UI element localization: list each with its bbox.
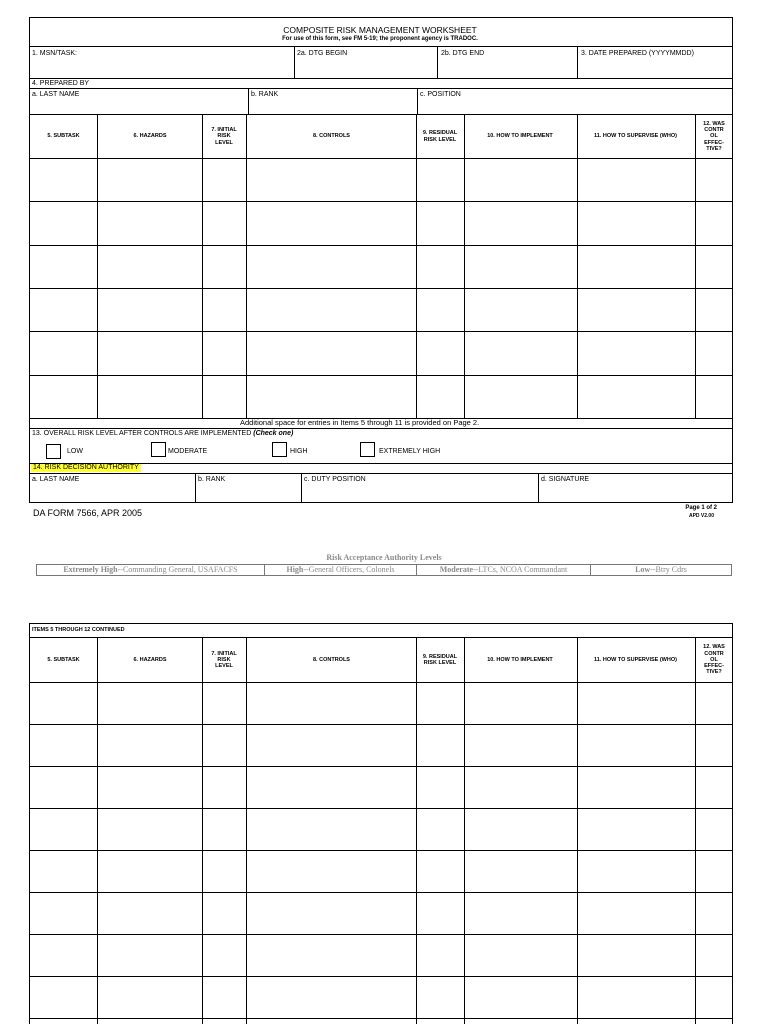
table-cell[interactable]	[578, 289, 694, 330]
table-cell[interactable]	[417, 935, 463, 975]
table-cell[interactable]	[465, 893, 576, 933]
divider	[29, 78, 733, 79]
table-cell[interactable]	[696, 202, 732, 244]
table-cell[interactable]	[247, 159, 415, 200]
table-cell[interactable]	[696, 683, 732, 723]
dtg-begin-label: 2a. DTG BEGIN	[297, 50, 348, 57]
da-signature-field[interactable]	[539, 484, 732, 502]
table-cell[interactable]	[30, 851, 96, 891]
table-cell[interactable]	[696, 725, 732, 765]
dtg-end-label: 2b. DTG END	[441, 50, 485, 57]
table-cell[interactable]	[696, 332, 732, 374]
table-cell[interactable]	[98, 376, 201, 417]
table-cell[interactable]	[30, 809, 96, 849]
table-cell[interactable]	[98, 246, 201, 287]
da-signature-label: d. SIGNATURE	[541, 476, 590, 483]
acceptance-table	[36, 564, 732, 576]
col-header-was-control-effective: 12. WAS CONTR OL EFFEC- TIVE?	[703, 120, 725, 152]
table-cell[interactable]	[247, 332, 415, 374]
table-cell[interactable]	[30, 332, 96, 374]
table-cell[interactable]	[203, 977, 245, 1017]
table-cell[interactable]	[578, 935, 694, 975]
form-title: COMPOSITE RISK MANAGEMENT WORKSHEET	[283, 25, 477, 35]
table-cell[interactable]	[247, 683, 415, 723]
acceptance-cell-extremely-high	[37, 565, 265, 575]
table-cell[interactable]	[98, 809, 201, 849]
table-cell[interactable]	[98, 332, 201, 374]
table-cell[interactable]	[203, 289, 245, 330]
table-cell[interactable]	[30, 289, 96, 330]
col-header-hazards: 6. HAZARDS	[133, 133, 167, 140]
decision-authority-label: 14. RISK DECISION AUTHORITY	[33, 464, 139, 471]
table-cell[interactable]	[578, 809, 694, 849]
table-cell[interactable]	[247, 977, 415, 1017]
table-cell[interactable]	[203, 202, 245, 244]
table-cell[interactable]	[417, 851, 463, 891]
table-cell[interactable]	[578, 725, 694, 765]
table-cell[interactable]	[98, 159, 201, 200]
table-cell[interactable]	[247, 376, 415, 417]
table-cell[interactable]	[696, 809, 732, 849]
table-cell[interactable]	[247, 893, 415, 933]
table-cell[interactable]	[203, 935, 245, 975]
acceptance-level: Low	[635, 565, 651, 574]
table-cell[interactable]	[417, 683, 463, 723]
table-cell[interactable]	[30, 725, 96, 765]
table-cell[interactable]	[578, 202, 694, 244]
position-label: c. POSITION	[420, 91, 461, 98]
da-duty-position-label: c. DUTY POSITION	[304, 476, 366, 483]
table-cell[interactable]	[203, 809, 245, 849]
grid-line	[29, 418, 733, 419]
table-cell[interactable]	[98, 767, 201, 807]
acceptance-authority: --Btry Cdrs	[650, 565, 687, 574]
table-cell[interactable]	[578, 851, 694, 891]
table-cell[interactable]	[465, 332, 576, 374]
acceptance-cell-low	[591, 565, 731, 575]
form-subtitle: For use of this form, see FM 5-19; the proponent agency is TRADOC.	[282, 36, 478, 42]
table-cell[interactable]	[465, 767, 576, 807]
continued-header: ITEMS 5 THROUGH 12 CONTINUED	[32, 627, 125, 633]
acceptance-cell-moderate	[417, 565, 591, 575]
table-cell[interactable]	[203, 246, 245, 287]
table-cell[interactable]	[203, 725, 245, 765]
col-header-subtask: 5. SUBTASK	[47, 656, 80, 663]
table-cell[interactable]	[98, 893, 201, 933]
table-cell[interactable]	[465, 935, 576, 975]
additional-space-note: Additional space for entries in Items 5 through 11 is provided on Page 2.	[240, 418, 480, 427]
divider	[29, 88, 733, 89]
table-cell[interactable]	[578, 376, 694, 417]
high-checkbox[interactable]	[272, 442, 287, 457]
table-cell[interactable]	[417, 725, 463, 765]
table-cell[interactable]	[417, 767, 463, 807]
col-header-how-to-supervise: 11. HOW TO SUPERVISE (WHO)	[594, 133, 677, 140]
table-cell[interactable]	[247, 935, 415, 975]
table-cell[interactable]	[465, 289, 576, 330]
table-cell[interactable]	[417, 289, 463, 330]
table-cell[interactable]	[30, 246, 96, 287]
da-rank-field[interactable]	[196, 484, 300, 502]
date-prepared-label: 3. DATE PREPARED (YYYYMMDD)	[581, 50, 694, 57]
overall-risk-hint: (Check one)	[253, 430, 294, 437]
table-cell[interactable]	[417, 246, 463, 287]
acceptance-title: Risk Acceptance Authority Levels	[326, 553, 442, 562]
acceptance-authority: --General Officers, Colonels	[303, 565, 395, 574]
table-cell[interactable]	[417, 809, 463, 849]
table-cell[interactable]	[696, 246, 732, 287]
form-id: DA FORM 7566, APR 2005	[33, 508, 143, 518]
table-cell[interactable]	[465, 851, 576, 891]
table-cell[interactable]	[247, 809, 415, 849]
table-cell[interactable]	[203, 767, 245, 807]
moderate-checkbox[interactable]	[151, 442, 166, 457]
acceptance-authority: --LTCs, NCOA Commandant	[473, 565, 568, 574]
col-header-hazards: 6. HAZARDS	[133, 656, 167, 663]
low-checkbox[interactable]	[46, 444, 61, 459]
table-cell[interactable]	[578, 332, 694, 374]
grid-line	[29, 1018, 733, 1019]
extremely-high-checkbox[interactable]	[360, 442, 375, 457]
table-cell[interactable]	[203, 332, 245, 374]
col-header-residual-risk: 9. RESIDUAL RISK LEVEL	[422, 653, 458, 666]
da-rank-label: b. RANK	[198, 476, 226, 483]
table-cell[interactable]	[203, 893, 245, 933]
table-cell[interactable]	[465, 809, 576, 849]
col-header-how-to-implement: 10. HOW TO IMPLEMENT	[487, 133, 553, 140]
prepared-position-field[interactable]	[418, 99, 732, 113]
prepared-rank-field[interactable]	[249, 99, 416, 113]
acceptance-level: Moderate	[439, 565, 474, 574]
table-cell[interactable]	[203, 376, 245, 417]
table-cell[interactable]	[696, 159, 732, 200]
col-header-controls: 8. CONTROLS	[313, 656, 350, 663]
acceptance-level: Extremely High	[63, 565, 118, 574]
table-cell[interactable]	[247, 246, 415, 287]
table-cell[interactable]	[696, 977, 732, 1017]
high-label: HIGH	[290, 448, 308, 455]
table-cell[interactable]	[696, 851, 732, 891]
table-cell[interactable]	[98, 851, 201, 891]
table-cell[interactable]	[696, 893, 732, 933]
da-duty-position-field[interactable]	[302, 484, 537, 502]
acceptance-cell-high	[265, 565, 417, 575]
table-cell[interactable]	[578, 683, 694, 723]
table-cell[interactable]	[30, 977, 96, 1017]
da-last-name-label: a. LAST NAME	[32, 476, 80, 483]
overall-risk-label-text: 13. OVERALL RISK LEVEL AFTER CONTROLS ARE IMPLEMENTED	[32, 430, 252, 437]
msn-task-label: 1. MSN/TASK:	[32, 50, 77, 57]
col-header-was-control-effective: 12. WAS CONTR OL EFFEC- TIVE?	[703, 644, 725, 676]
table-cell[interactable]	[696, 767, 732, 807]
table-cell[interactable]	[98, 202, 201, 244]
table-cell[interactable]	[30, 767, 96, 807]
form-version: APD V2.00	[688, 513, 714, 519]
table-cell[interactable]	[30, 159, 96, 200]
col-header-how-to-supervise: 11. HOW TO SUPERVISE (WHO)	[594, 656, 677, 663]
col-header-subtask: 5. SUBTASK	[47, 133, 80, 140]
table-cell[interactable]	[203, 851, 245, 891]
table-cell[interactable]	[578, 246, 694, 287]
table-cell[interactable]	[98, 977, 201, 1017]
table-cell[interactable]	[465, 159, 576, 200]
table-cell[interactable]	[417, 332, 463, 374]
table-cell[interactable]	[30, 935, 96, 975]
table-cell[interactable]	[247, 767, 415, 807]
extremely-high-label: EXTREMELY HIGH	[379, 448, 441, 455]
moderate-label: MODERATE	[168, 448, 208, 455]
table-cell[interactable]	[30, 376, 96, 417]
table-cell[interactable]	[203, 159, 245, 200]
table-cell[interactable]	[417, 202, 463, 244]
table-cell[interactable]	[578, 767, 694, 807]
col-header-initial-risk: 7. INITIAL RISK LEVEL	[211, 650, 237, 670]
table-cell[interactable]	[247, 851, 415, 891]
low-label: LOW	[67, 448, 83, 455]
table-cell[interactable]	[247, 289, 415, 330]
col-header-controls: 8. CONTROLS	[313, 133, 350, 140]
table-cell[interactable]	[98, 289, 201, 330]
overall-risk-label	[32, 430, 293, 437]
page-number: Page 1 of 2	[685, 505, 717, 511]
table-cell[interactable]	[30, 893, 96, 933]
acceptance-authority: --Commanding General, USAFACFS	[117, 565, 238, 574]
table-cell[interactable]	[578, 977, 694, 1017]
table-cell[interactable]	[417, 977, 463, 1017]
table-cell[interactable]	[98, 935, 201, 975]
table-cell[interactable]	[465, 376, 576, 417]
table-cell[interactable]	[98, 683, 201, 723]
msn-task-field[interactable]	[30, 58, 293, 77]
table-cell[interactable]	[696, 935, 732, 975]
table-cell[interactable]	[417, 159, 463, 200]
prepared-by-label: 4. PREPARED BY	[32, 80, 90, 87]
col-header-how-to-implement: 10. HOW TO IMPLEMENT	[487, 656, 553, 663]
table-cell[interactable]	[578, 159, 694, 200]
last-name-label: a. LAST NAME	[32, 91, 80, 98]
prepared-last-name-field[interactable]	[30, 99, 247, 113]
table-cell[interactable]	[247, 202, 415, 244]
table-cell[interactable]	[465, 977, 576, 1017]
dtg-end-field[interactable]	[438, 58, 576, 77]
table-cell[interactable]	[465, 202, 576, 244]
table-cell[interactable]	[247, 725, 415, 765]
table-cell[interactable]	[465, 725, 576, 765]
table-cell[interactable]	[203, 683, 245, 723]
table-cell[interactable]	[98, 725, 201, 765]
table-cell[interactable]	[465, 683, 576, 723]
table-cell[interactable]	[30, 683, 96, 723]
table-cell[interactable]	[696, 376, 732, 417]
table-cell[interactable]	[465, 246, 576, 287]
table-cell[interactable]	[417, 893, 463, 933]
acceptance-level: High	[286, 565, 304, 574]
col-header-residual-risk: 9. RESIDUAL RISK LEVEL	[422, 130, 458, 143]
table-cell[interactable]	[30, 202, 96, 244]
da-last-name-field[interactable]	[30, 484, 194, 502]
divider	[29, 428, 733, 429]
rank-label: b. RANK	[251, 91, 279, 98]
table-cell[interactable]	[417, 376, 463, 417]
col-header-initial-risk: 7. INITIAL RISK LEVEL	[211, 127, 237, 146]
table-cell[interactable]	[578, 893, 694, 933]
table-cell[interactable]	[696, 289, 732, 330]
date-prepared-field[interactable]	[578, 58, 732, 77]
divider	[29, 46, 733, 47]
divider	[29, 473, 733, 474]
dtg-begin-field[interactable]	[295, 58, 436, 77]
